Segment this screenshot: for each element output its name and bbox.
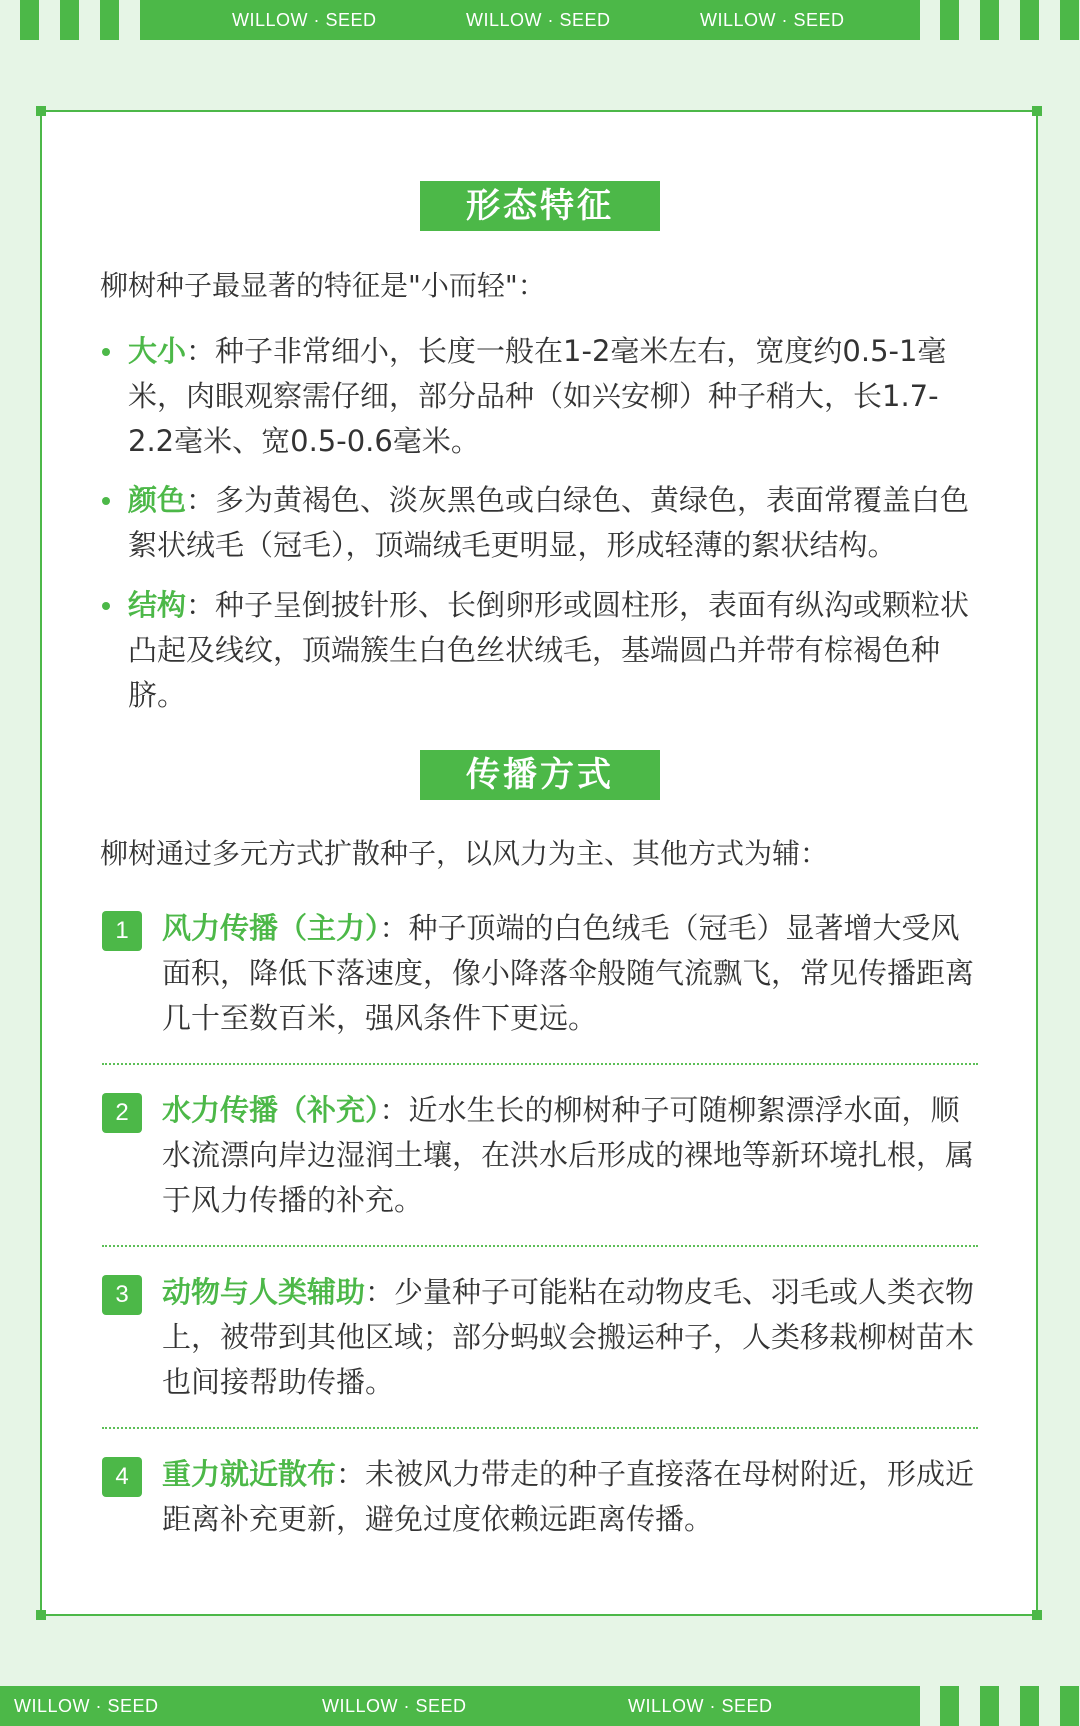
list-item-size	[102, 329, 982, 464]
step-number-badge: 4	[102, 1457, 142, 1497]
banner-text: WILLOW · SEED	[14, 1696, 159, 1716]
bullet-dot	[102, 348, 110, 356]
bullet-dot	[102, 497, 110, 505]
item-label: 动物与人类辅助	[162, 1275, 366, 1309]
banner-stripe	[60, 0, 79, 40]
list-item-color	[102, 478, 982, 568]
dotted-divider	[102, 1245, 978, 1247]
banner-stripe	[980, 1686, 999, 1726]
banner-stripe	[940, 1686, 959, 1726]
dotted-divider	[102, 1427, 978, 1429]
dispersal-intro: 柳树通过多元方式扩散种子，以风力为主、其他方式为辅：	[100, 837, 829, 870]
item-label: 重力就近散布	[162, 1457, 337, 1491]
item-colon: ：	[379, 911, 409, 945]
banner-stripe	[1060, 1686, 1079, 1726]
item-colon: ：	[186, 588, 216, 622]
section-title-dispersal: 传播方式	[420, 750, 660, 800]
list-item-structure	[102, 583, 982, 718]
morphology-intro: 柳树种子最显著的特征是"小而轻"：	[100, 269, 546, 302]
bottom-banner	[0, 1686, 1080, 1726]
item-text: 多为黄褐色、淡灰黑色或白绿色、黄绿色，表面常覆盖白色絮状绒毛（冠毛），顶端绒毛更明显，形成轻薄的絮状结构。	[128, 483, 970, 562]
list-item-animal-human	[102, 1270, 982, 1405]
step-number-badge: 1	[102, 911, 142, 951]
item-colon: ：	[186, 334, 216, 368]
item-label: 风力传播（主力）	[162, 911, 380, 945]
item-colon: ：	[186, 483, 216, 517]
item-text: 少量种子可能粘在动物皮毛、羽毛或人类衣物上，被带到其他区域；部分蚂蚁会搬运种子，人类移栽柳树苗木也间接帮助传播。	[162, 1275, 975, 1399]
item-label: 水力传播（补充）	[162, 1093, 380, 1127]
item-text: 种子呈倒披针形、长倒卵形或圆柱形，表面有纵沟或颗粒状凸起及线纹，顶端簇生白色丝状绒毛，基端圆凸并带有棕褐色种脐。	[128, 588, 970, 712]
list-item-water	[102, 1088, 982, 1223]
banner-stripe	[100, 0, 119, 40]
item-text: 未被风力带走的种子直接落在母树附近，形成近距离补充更新，避免过度依赖远距离传播。	[162, 1457, 975, 1536]
bullet-dot	[102, 602, 110, 610]
banner-stripe	[980, 0, 999, 40]
card-corner	[1032, 106, 1042, 116]
item-label: 颜色	[128, 483, 187, 517]
banner-text: WILLOW · SEED	[322, 1696, 467, 1716]
item-label: 大小	[128, 334, 187, 368]
dotted-divider	[102, 1063, 978, 1065]
item-colon: ：	[379, 1093, 409, 1127]
banner-text: WILLOW · SEED	[232, 10, 377, 30]
section-title-morphology: 形态特征	[420, 181, 660, 231]
list-item-wind	[102, 906, 982, 1041]
banner-stripe	[940, 0, 959, 40]
card-corner	[1032, 1610, 1042, 1620]
banner-stripe	[1020, 0, 1039, 40]
item-text: 近水生长的柳树种子可随柳絮漂浮水面，顺水流漂向岸边湿润土壤，在洪水后形成的裸地等新环境扎根，属于风力传播的补充。	[162, 1093, 975, 1217]
item-text: 种子非常细小，长度一般在1-2毫米左右，宽度约0.5-1毫米，肉眼观察需仔细，部分品种（如兴安柳）种子稍大，长1.7-2.2毫米、宽0.5-0.6毫米。	[128, 334, 947, 458]
top-banner	[0, 0, 1080, 40]
banner-text: WILLOW · SEED	[466, 10, 611, 30]
card-corner	[36, 106, 46, 116]
item-colon: ：	[365, 1275, 395, 1309]
banner-text: WILLOW · SEED	[700, 10, 845, 30]
banner-stripe	[1020, 1686, 1039, 1726]
step-number-badge: 2	[102, 1093, 142, 1133]
banner-text: WILLOW · SEED	[628, 1696, 773, 1716]
item-colon: ：	[336, 1457, 366, 1491]
list-item-gravity	[102, 1452, 982, 1542]
card-corner	[36, 1610, 46, 1620]
step-number-badge: 3	[102, 1275, 142, 1315]
banner-stripe	[20, 0, 39, 40]
banner-stripe	[1060, 0, 1079, 40]
item-label: 结构	[128, 588, 187, 622]
item-text: 种子顶端的白色绒毛（冠毛）显著增大受风面积，降低下落速度，像小降落伞般随气流飘飞，常见传播距离几十至数百米，强风条件下更远。	[162, 911, 975, 1035]
